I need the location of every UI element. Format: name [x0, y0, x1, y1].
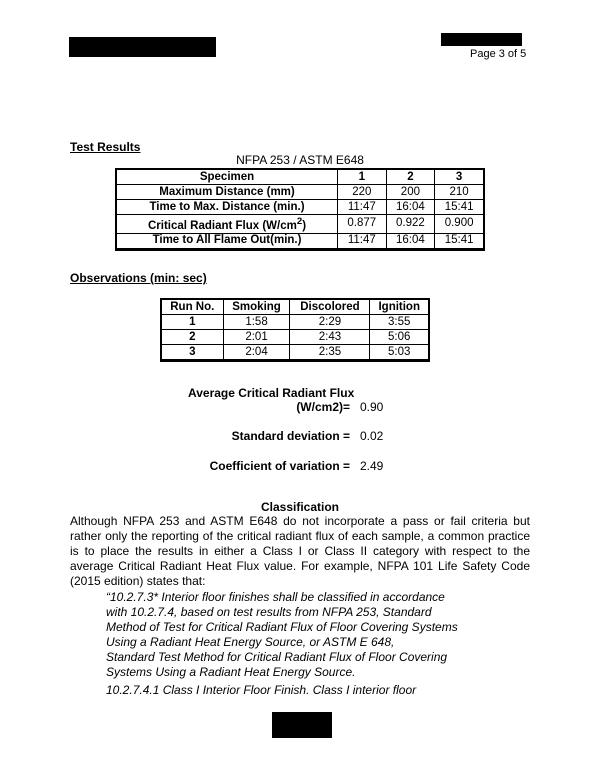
- observations-col-header: Smoking: [223, 299, 290, 315]
- table-row: [161, 345, 429, 361]
- table-cell: 16:04: [386, 233, 435, 249]
- table-cell: 220: [338, 185, 387, 200]
- table-cell: 5:03: [370, 345, 429, 361]
- classification-paragraph: Although NFPA 253 and ASTM E648 do not incorporate a pass or fail criteria but rather only the reporting of the critical radiant flux of each sample, a common practice is to place the results in either a Class I or Class II category with respect to the average Critical Radiant Heat Flux value. For example, NFPA 101 Life Safety Code (2015 edition) states that:: [70, 514, 530, 588]
- table-cell: 1:58: [223, 315, 290, 330]
- code-quote-line: 10.2.7.4.1 Class I Interior Floor Finish. Class I interior floor: [106, 683, 417, 697]
- observations-heading: Observations (min: sec): [70, 271, 207, 285]
- table-cell: 15:41: [435, 233, 484, 249]
- table-cell: 2:01: [223, 330, 290, 345]
- table-cell: 2:29: [290, 315, 370, 330]
- classification-heading: Classification: [260, 500, 340, 514]
- table-cell: 5:06: [370, 330, 429, 345]
- table-row: [116, 215, 484, 234]
- results-header-row: [116, 169, 484, 185]
- test-results-heading: Test Results: [70, 140, 141, 154]
- row-label: Time to All Flame Out(min.): [116, 233, 338, 249]
- observations-col-header: Ignition: [370, 299, 429, 315]
- table-cell: 3:55: [370, 315, 429, 330]
- row-label: Maximum Distance (mm): [116, 185, 338, 200]
- results-table-caption: NFPA 253 / ASTM E648: [236, 153, 364, 167]
- page-number: Page 3 of 5: [470, 48, 527, 60]
- results-col-header: 2: [386, 169, 435, 185]
- results-table: [115, 168, 485, 251]
- quote-line: Method of Test for Critical Radiant Flux of Floor Covering Systems: [106, 620, 458, 634]
- row-label: [116, 215, 338, 234]
- quote-line: Standard Test Method for Critical Radiant Flux of Floor Covering: [106, 650, 448, 664]
- observations-table: [160, 298, 430, 362]
- row-label-text: Critical Radiant Flux (W/cm: [147, 219, 297, 232]
- quote-line: Systems Using a Radiant Heat Energy Source.: [106, 665, 356, 679]
- coefficient-of-variation-value: 2.49: [360, 459, 384, 473]
- quote-line: Using a Radiant Heat Energy Source, or ASTM E 648,: [106, 635, 395, 649]
- standard-deviation-value: 0.02: [360, 429, 384, 443]
- redacted-header-block-right: [441, 33, 522, 46]
- table-cell: 11:47: [338, 233, 387, 249]
- table-row: [116, 185, 484, 200]
- table-row: [161, 315, 429, 330]
- observations-header-row: [161, 299, 429, 315]
- quote-line: “10.2.7.3* Interior floor finishes shall be classified in accordance: [106, 590, 445, 604]
- table-cell: 16:04: [386, 200, 435, 215]
- coefficient-of-variation-label: Coefficient of variation =: [209, 459, 350, 473]
- table-cell: 11:47: [338, 200, 387, 215]
- average-flux-label: Average Critical Radiant Flux: [188, 386, 355, 400]
- results-col-header: 3: [435, 169, 484, 185]
- observations-col-header: Discolored: [290, 299, 370, 315]
- row-label-end: ): [302, 219, 307, 232]
- table-cell: 0.900: [435, 215, 484, 234]
- redacted-footer-block: [272, 712, 332, 738]
- redacted-header-block: [69, 37, 216, 57]
- run-number: 3: [161, 345, 223, 361]
- average-flux-unit-label: (W/cm2)=: [296, 400, 350, 414]
- table-row: [161, 330, 429, 345]
- table-cell: 15:41: [435, 200, 484, 215]
- table-cell: 2:35: [290, 345, 370, 361]
- run-number: 1: [161, 315, 223, 330]
- code-quote-block: [106, 590, 506, 680]
- table-cell: 210: [435, 185, 484, 200]
- observations-col-header: Run No.: [161, 299, 223, 315]
- row-label-superscript: 2: [296, 216, 303, 227]
- row-label: Time to Max. Distance (min.): [116, 200, 338, 215]
- table-cell: 2:04: [223, 345, 290, 361]
- table-row: [116, 233, 484, 249]
- table-cell: 0.877: [338, 215, 387, 234]
- standard-deviation-label: Standard deviation =: [231, 429, 350, 443]
- table-row: [116, 200, 484, 215]
- quote-line: with 10.2.7.4, based on test results from NFPA 253, Standard: [106, 605, 432, 619]
- table-cell: 2:43: [290, 330, 370, 345]
- run-number: 2: [161, 330, 223, 345]
- results-col-header: Specimen: [116, 169, 338, 185]
- average-flux-value: 0.90: [360, 400, 384, 414]
- table-cell: 0.922: [386, 215, 435, 234]
- results-col-header: 1: [338, 169, 387, 185]
- table-cell: 200: [386, 185, 435, 200]
